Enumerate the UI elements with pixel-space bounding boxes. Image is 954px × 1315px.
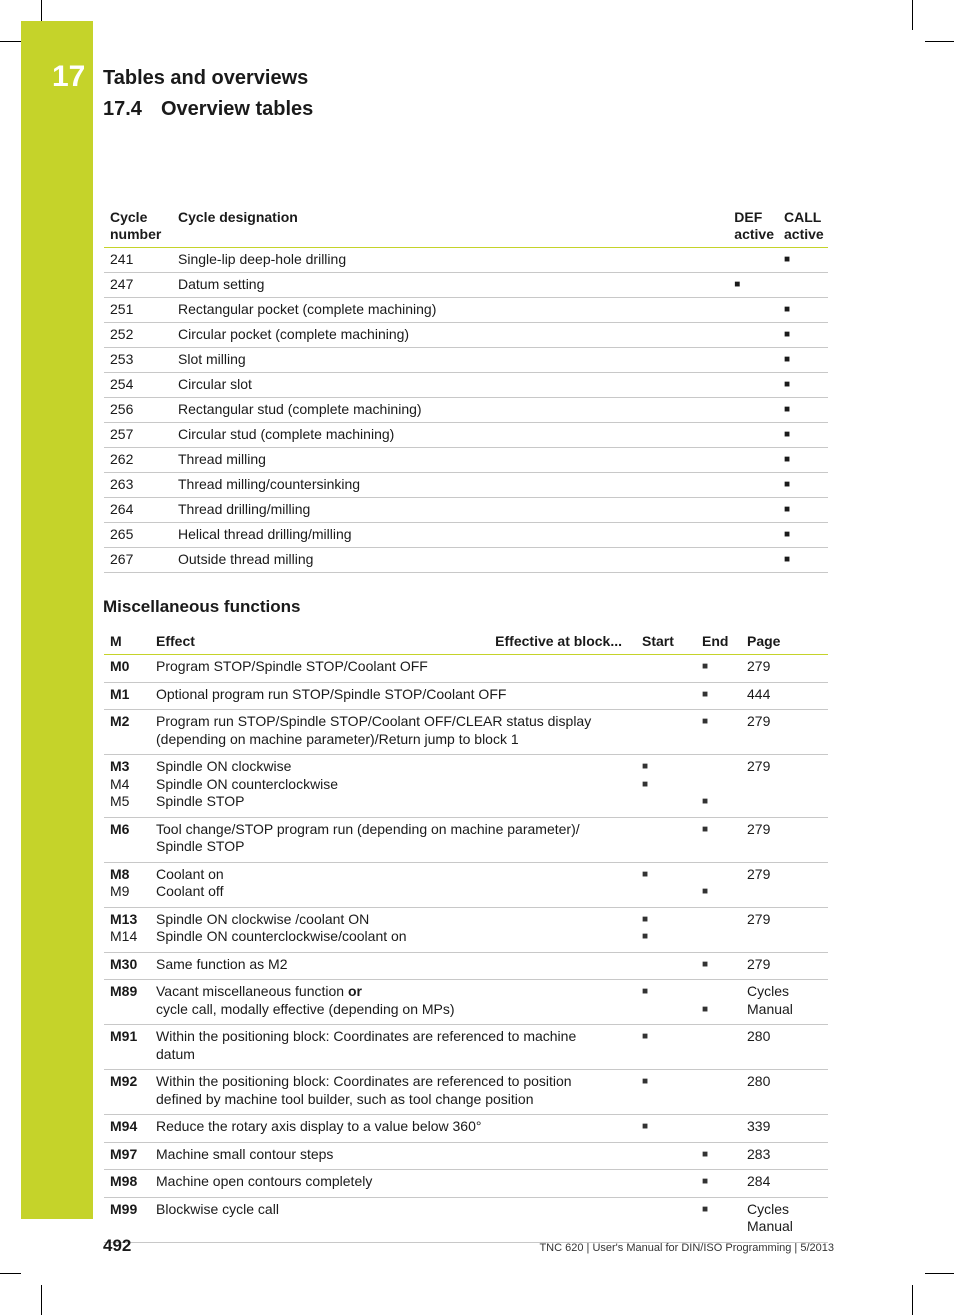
footer-text: TNC 620 | User's Manual for DIN/ISO Programming | 5/2013 <box>539 1242 834 1254</box>
table-row <box>104 1197 828 1242</box>
cycle-designation: Thread milling <box>172 448 728 473</box>
call-active-mark <box>778 273 828 298</box>
m-code: M94 <box>104 1115 150 1143</box>
end-mark: ■ <box>696 682 741 710</box>
section-number: 17.4 <box>103 98 142 120</box>
cycle-number: 247 <box>104 273 172 298</box>
cycle-designation: Circular pocket (complete machining) <box>172 323 728 348</box>
end-mark: ■ <box>696 952 741 980</box>
header-call-active: CALL active <box>778 209 828 248</box>
start-mark <box>636 655 696 683</box>
call-active-mark: ■ <box>778 323 828 348</box>
m-code: M1 <box>104 682 150 710</box>
table-row <box>104 1025 828 1070</box>
m-code: M8 M9 <box>104 862 150 907</box>
end-mark: ■ <box>696 980 741 1025</box>
cycle-designation: Rectangular stud (complete machining) <box>172 398 728 423</box>
cycle-designation: Rectangular pocket (complete machining) <box>172 298 728 323</box>
end-mark: ■ <box>696 817 741 862</box>
table-row <box>104 523 828 548</box>
m-effect: Same function as M2 <box>150 952 636 980</box>
end-mark <box>696 1115 741 1143</box>
header-def-active: DEF active <box>728 209 778 248</box>
call-active-mark: ■ <box>778 298 828 323</box>
end-mark: ■ <box>696 655 741 683</box>
m-effect: Tool change/STOP program run (depending on machine parameter)/ Spindle STOP <box>150 817 636 862</box>
table-row <box>104 498 828 523</box>
m-effect: Optional program run STOP/Spindle STOP/Coolant OFF <box>150 682 636 710</box>
call-active-mark: ■ <box>778 373 828 398</box>
m-effect: Reduce the rotary axis display to a value below 360° <box>150 1115 636 1143</box>
section-title: Overview tables <box>161 98 314 120</box>
page-reference: 279 <box>741 952 828 980</box>
call-active-mark: ■ <box>778 448 828 473</box>
table-row <box>104 273 828 298</box>
def-active-mark <box>728 373 778 398</box>
start-mark: ■ <box>636 1115 696 1143</box>
end-mark: ■ <box>696 1142 741 1170</box>
header-page: Page <box>741 631 828 655</box>
cycle-designation: Datum setting <box>172 273 728 298</box>
table-row <box>104 1115 828 1143</box>
page-reference: 279 <box>741 817 828 862</box>
page-reference: 279 <box>741 862 828 907</box>
table-row <box>104 952 828 980</box>
page-reference: Cycles Manual <box>741 1197 828 1242</box>
crop-mark <box>912 0 913 30</box>
cycle-designation: Thread drilling/milling <box>172 498 728 523</box>
def-active-mark <box>728 298 778 323</box>
table-row <box>104 1142 828 1170</box>
header-start: Start <box>636 631 696 655</box>
start-mark <box>636 710 696 755</box>
def-active-mark <box>728 423 778 448</box>
crop-mark <box>41 1285 42 1315</box>
def-active-mark <box>728 473 778 498</box>
header-cycle-number: Cycle number <box>104 209 172 248</box>
m-code: M98 <box>104 1170 150 1198</box>
table-row <box>104 298 828 323</box>
chapter-number: 17 <box>52 60 86 93</box>
end-mark <box>696 907 741 952</box>
page-reference: 339 <box>741 1115 828 1143</box>
table-row <box>104 548 828 573</box>
table-row <box>104 373 828 398</box>
cycle-number: 265 <box>104 523 172 548</box>
m-code: M0 <box>104 655 150 683</box>
misc-functions-heading: Miscellaneous functions <box>103 597 301 616</box>
header-m: M <box>104 631 150 655</box>
start-mark <box>636 1170 696 1198</box>
start-mark: ■ ■ <box>636 755 696 818</box>
start-mark: ■ <box>636 1025 696 1070</box>
m-code: M3 M4 M5 <box>104 755 150 818</box>
cycle-designation: Slot milling <box>172 348 728 373</box>
m-effect: Program STOP/Spindle STOP/Coolant OFF <box>150 655 636 683</box>
crop-mark <box>0 1273 21 1274</box>
page-number: 492 <box>103 1236 132 1255</box>
page-reference: 279 <box>741 710 828 755</box>
crop-mark <box>925 1273 954 1274</box>
def-active-mark <box>728 348 778 373</box>
m-code: M30 <box>104 952 150 980</box>
cycle-designation: Circular stud (complete machining) <box>172 423 728 448</box>
m-code: M92 <box>104 1070 150 1115</box>
call-active-mark: ■ <box>778 398 828 423</box>
table-row <box>104 423 828 448</box>
start-mark <box>636 952 696 980</box>
call-active-mark: ■ <box>778 548 828 573</box>
cycle-designation: Circular slot <box>172 373 728 398</box>
page-reference: 280 <box>741 1070 828 1115</box>
misc-functions-table <box>104 631 828 1243</box>
start-mark: ■ <box>636 1070 696 1115</box>
call-active-mark: ■ <box>778 473 828 498</box>
table-row <box>104 348 828 373</box>
start-mark <box>636 682 696 710</box>
crop-mark <box>912 1285 913 1315</box>
end-mark: ■ <box>696 862 741 907</box>
page-reference: 279 <box>741 655 828 683</box>
m-code: M97 <box>104 1142 150 1170</box>
cycle-number: 252 <box>104 323 172 348</box>
header-end: End <box>696 631 741 655</box>
start-mark <box>636 817 696 862</box>
cycle-number: 241 <box>104 248 172 273</box>
table-row <box>104 248 828 273</box>
table-row <box>104 682 828 710</box>
table-row <box>104 1070 828 1115</box>
table-row <box>104 398 828 423</box>
crop-mark <box>0 41 21 42</box>
page-reference: 279 <box>741 755 828 818</box>
cycle-number: 251 <box>104 298 172 323</box>
crop-mark <box>925 41 954 42</box>
page-reference: 279 <box>741 907 828 952</box>
m-code: M2 <box>104 710 150 755</box>
table-row <box>104 710 828 755</box>
table-row <box>104 907 828 952</box>
table-row <box>104 755 828 818</box>
def-active-mark <box>728 498 778 523</box>
m-code: M6 <box>104 817 150 862</box>
start-mark <box>636 1142 696 1170</box>
def-active-mark <box>728 448 778 473</box>
page-reference: Cycles Manual <box>741 980 828 1025</box>
table-row <box>104 323 828 348</box>
call-active-mark: ■ <box>778 248 828 273</box>
table-row <box>104 655 828 683</box>
m-effect: Coolant on Coolant off <box>150 862 636 907</box>
start-mark: ■ ■ <box>636 907 696 952</box>
table-row <box>104 1170 828 1198</box>
cycles-table <box>104 209 828 573</box>
cycle-number: 254 <box>104 373 172 398</box>
page-reference: 280 <box>741 1025 828 1070</box>
call-active-mark: ■ <box>778 498 828 523</box>
table-row <box>104 817 828 862</box>
page-reference: 283 <box>741 1142 828 1170</box>
m-effect: Vacant miscellaneous function or cycle call, modally effective (depending on MPs) <box>150 980 636 1025</box>
cycle-number: 267 <box>104 548 172 573</box>
def-active-mark <box>728 323 778 348</box>
call-active-mark: ■ <box>778 423 828 448</box>
end-mark <box>696 1025 741 1070</box>
cycle-number: 262 <box>104 448 172 473</box>
start-mark <box>636 1197 696 1242</box>
table-header-row <box>104 631 828 655</box>
end-mark: ■ <box>696 1197 741 1242</box>
call-active-mark: ■ <box>778 523 828 548</box>
def-active-mark <box>728 398 778 423</box>
cycle-number: 253 <box>104 348 172 373</box>
m-effect: Spindle ON clockwise Spindle ON counterclockwise Spindle STOP <box>150 755 636 818</box>
header-effective-at-block: Effective at block... <box>495 633 622 649</box>
m-effect: Within the positioning block: Coordinates are referenced to position defined by machine tool builder, such as tool change position <box>150 1070 636 1115</box>
end-mark: ■ <box>696 710 741 755</box>
m-effect: Blockwise cycle call <box>150 1197 636 1242</box>
cycle-number: 257 <box>104 423 172 448</box>
def-active-mark <box>728 248 778 273</box>
end-mark: ■ <box>696 755 741 818</box>
end-mark: ■ <box>696 1170 741 1198</box>
cycle-number: 264 <box>104 498 172 523</box>
header-cycle-designation: Cycle designation <box>172 209 728 248</box>
chapter-title: Tables and overviews <box>103 67 309 89</box>
end-mark <box>696 1070 741 1115</box>
m-effect: Program run STOP/Spindle STOP/Coolant OFF/CLEAR status display (depending on machine parameter)/Return jump to block 1 <box>150 710 636 755</box>
m-effect: Machine small contour steps <box>150 1142 636 1170</box>
page-reference: 444 <box>741 682 828 710</box>
def-active-mark <box>728 548 778 573</box>
cycle-designation: Single-lip deep-hole drilling <box>172 248 728 273</box>
call-active-mark: ■ <box>778 348 828 373</box>
chapter-sidebar <box>21 21 93 1219</box>
table-row <box>104 862 828 907</box>
m-effect: Spindle ON clockwise /coolant ON Spindle ON counterclockwise/coolant on <box>150 907 636 952</box>
m-effect: Machine open contours completely <box>150 1170 636 1198</box>
page-reference: 284 <box>741 1170 828 1198</box>
crop-mark <box>41 0 42 21</box>
m-code: M91 <box>104 1025 150 1070</box>
m-code: M89 <box>104 980 150 1025</box>
table-row <box>104 473 828 498</box>
header-effect: Effect Effective at block... <box>150 631 636 655</box>
m-effect: Within the positioning block: Coordinates are referenced to machine datum <box>150 1025 636 1070</box>
start-mark: ■ <box>636 980 696 1025</box>
m-code: M99 <box>104 1197 150 1242</box>
def-active-mark <box>728 523 778 548</box>
m-code: M13 M14 <box>104 907 150 952</box>
table-header-row <box>104 209 828 248</box>
start-mark: ■ <box>636 862 696 907</box>
cycle-designation: Thread milling/countersinking <box>172 473 728 498</box>
cycle-number: 263 <box>104 473 172 498</box>
cycle-number: 256 <box>104 398 172 423</box>
table-row <box>104 980 828 1025</box>
table-row <box>104 448 828 473</box>
def-active-mark: ■ <box>728 273 778 298</box>
cycle-designation: Helical thread drilling/milling <box>172 523 728 548</box>
cycle-designation: Outside thread milling <box>172 548 728 573</box>
